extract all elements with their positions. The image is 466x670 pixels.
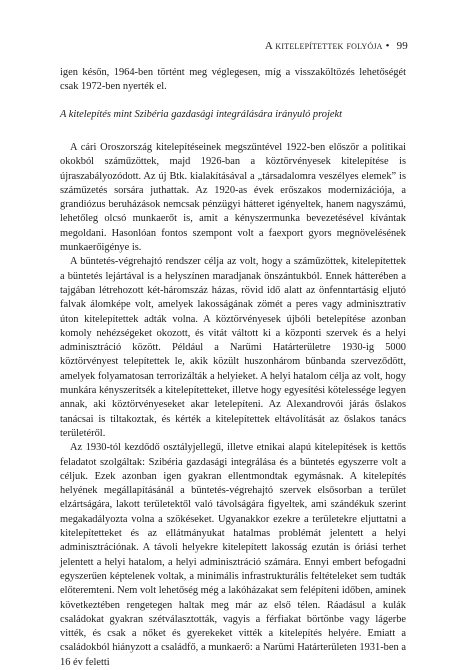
- running-header: [60, 40, 408, 52]
- intro-paragraph: igen későn, 1964-ben történt meg véglegesen, míg a visszaköltözés lehetőségét csak 1972-ben nyerték el.: [60, 67, 406, 93]
- paragraph-3: Az 1930-tól kezdődő osztályjellegű, illetve etnikai alapú kitelepítések is kettős feladatot szolgáltak: Szibéria gazdasági integrálása és a büntetés egyszerre volt a céljuk. Ezek azonban igen gyakran ellentmondtak egymásnak. A kitelepítés helyének megállapításánál a büntetés-végrehajtó szervek elsősorban a terület elzártságára, lakott területektől való távolságára figyeltek, ami szándékuk szerint megakadályozta volna a szökéseket. Ugyanakkor ezekre a területekre eljuttatni a kitelepítetteket és az ellátmányukat hatalmas problémát jelentett a helyi adminisztrációnak. A távoli helyekre kitelepített lakosság ezután is óriási terhet jelentett a helyi hatalom, a helyi adminisztráció számára. Ennyi embert befogadni egyszerűen képtelenek voltak, a minimális infrastrukturális feltételeket sem tudták előteremteni. Nem volt lehetőség még a lakóházakat sem felépíteni időben, aminek következtében rengetegen haltak meg már az első télen. Ráadásul a kulák családokat gyakran szétválasztották, vagyis a férfiakat börtönbe vagy lágerbe vitték, és csak a nőket és gyerekeket vitték a kitelepítés helyére. Emiatt a családokból hiányzott a családfő, a munkaerő: a Narümi Határterületen 1931-ben a 16 év feletti: [60, 442, 406, 668]
- section-heading: A kitelepítés mint Szibéria gazdasági integrálására irányuló projekt: [60, 109, 342, 120]
- page-number: 99: [396, 40, 408, 52]
- paragraph-2: A büntetés-végrehajtó rendszer célja az volt, hogy a száműzöttek, kitelepítettek a büntetés lejártával is a helyszínen maradjanak önszántukból. Ennek hátterében a tajgában létrehozott két-háromszáz házas, rövid idő alatt az önfenntartásig eljutó falvak álomképe volt, amelyek lakosságának zömét a peres vagy adminisztratív úton kitelepítettek adták volna. A köztörvényesek újbóli betelepítése azonban komoly nehézségeket okozott, és vitát váltott ki a központi szervek és a helyi adminisztráció között. Például a Narümi Határterületre 1930-ig 5000 köztörvényest telepítettek le, akik közült huszonhárom bűnbanda szerveződött, amelyek folyamatosan terrorizálták a helyieket. A helyi hatalom célja az volt, hogy munkára kényszerítsék a kitelepítetteket, illetve hogy egyesítési kötelessége legyen annak, aki köztörvényeseket akar letelepíteni. Az Alexandrovói járás őslakos tanácsai is tiltakoztak, és kérték a kitelepítettek eltávolítását az őslakos tanács területéről.: [60, 256, 406, 439]
- header-separator: •: [385, 40, 390, 52]
- body-text: [60, 141, 406, 670]
- running-title: A kitelepítettek folyója: [264, 40, 383, 52]
- intro-text-block: [60, 66, 406, 95]
- paragraph-1: A cári Oroszország kitelepítéseinek megszűntével 1922-ben először a politikai okokból száműzöttek, majd 1926-ban a köztörvényesek kitelepítése is újraszabályozódott. Az új Btk. kialakításával a „társadalomra veszélyes elemek” is száműzetés sorsára juthattak. Az 1920-as évek erőszakos modernizációja, a grandiózus beruházások nemcsak pénzügyi hátteret igényeltek, hanem nagyszámú, lehetőleg olcsó munkaerőt is, amit a kényszermunka bevezetésével kívántak megoldani. Hasonlóan fontos szempont volt a faexport gyors megnövelésének munkaerőigénye is.: [60, 142, 406, 254]
